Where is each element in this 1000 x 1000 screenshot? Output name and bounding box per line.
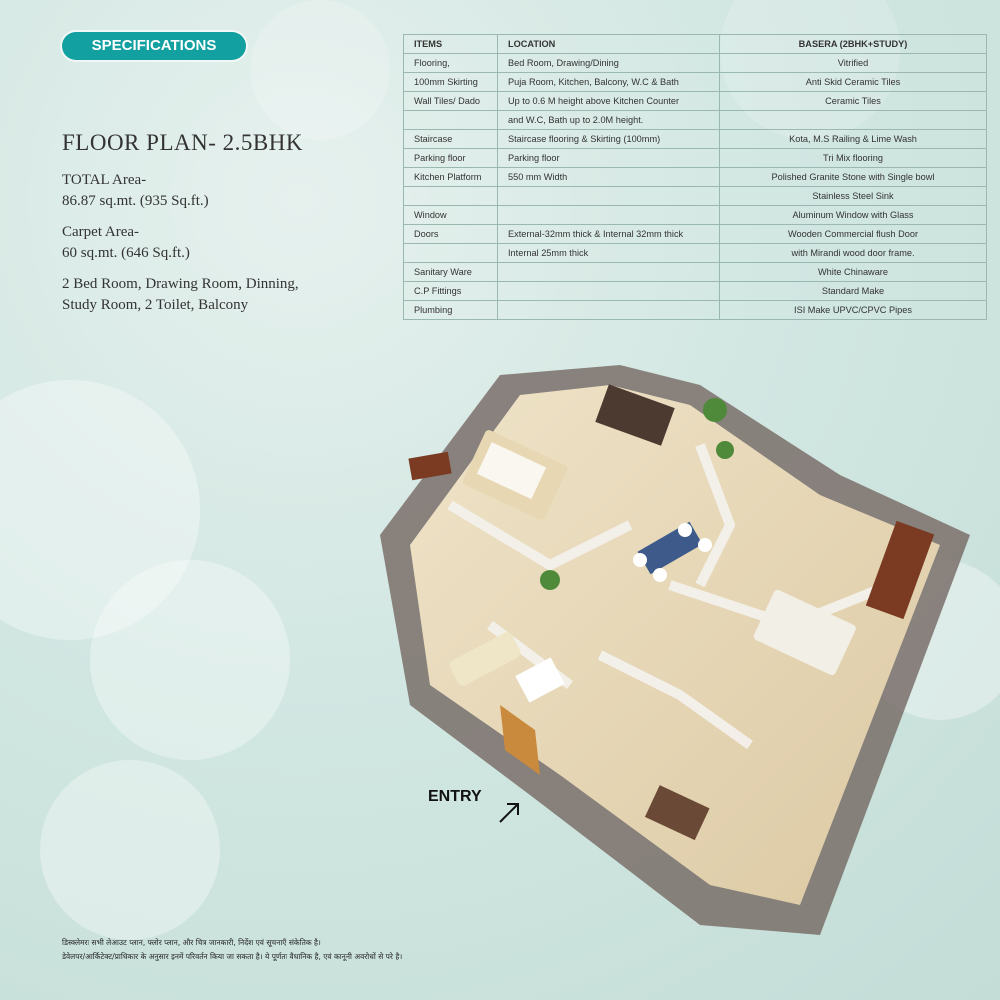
item-cell: Wall Tiles/ Dado [404, 92, 498, 111]
header-items: ITEMS [404, 35, 498, 54]
specification-cell: with Mirandi wood door frame. [720, 244, 987, 263]
table-row [404, 301, 987, 320]
location-cell [498, 282, 720, 301]
item-cell: Sanitary Ware [404, 263, 498, 282]
table-row [404, 54, 987, 73]
specification-cell: Wooden Commercial flush Door [720, 225, 987, 244]
disclaimer-line: डिस्क्लेमरः सभी लेआउट प्लान, फ्लोर प्लान, और चित्र जानकारी, निर्देश एवं सूचनाएँ संकेतिक है। [62, 938, 321, 947]
table-row [404, 92, 987, 111]
specifications-badge: SPECIFICATIONS [62, 32, 246, 60]
item-cell: 100mm Skirting [404, 73, 498, 92]
item-cell [404, 111, 498, 130]
location-cell [498, 206, 720, 225]
location-cell: Internal 25mm thick [498, 244, 720, 263]
item-cell: Kitchen Platform [404, 168, 498, 187]
disclaimer-line: डेवेलपर/आर्किटेक्ट/प्राधिकार के अनुसार इनमें परिवर्तन किया जा सकता है। ये पूर्णतः वैधानिक है, एवं कानूनी अवरोधों से परे है। [62, 952, 403, 961]
specification-cell: Tri Mix flooring [720, 149, 987, 168]
location-cell [498, 301, 720, 320]
item-cell: Doors [404, 225, 498, 244]
rooms-description: Study Room, 2 Toilet, Balcony [62, 297, 249, 313]
location-cell [498, 187, 720, 206]
item-cell: Parking floor [404, 149, 498, 168]
table-row [404, 225, 987, 244]
table-row [404, 244, 987, 263]
specification-cell: Kota, M.S Railing & Lime Wash [720, 130, 987, 149]
floor-plan-title: FLOOR PLAN- 2.5BHK [62, 130, 303, 155]
item-cell [404, 244, 498, 263]
bokeh-decoration [0, 380, 200, 640]
location-cell: Puja Room, Kitchen, Balcony, W.C & Bath [498, 73, 720, 92]
specification-cell: Aluminum Window with Glass [720, 206, 987, 225]
entry-arrow-icon [496, 800, 524, 826]
specifications-table [403, 34, 987, 320]
location-cell: Bed Room, Drawing/Dining [498, 54, 720, 73]
table-row [404, 206, 987, 225]
carpet-area-value: 60 sq.mt. (646 Sq.ft.) [62, 245, 190, 261]
location-cell: Up to 0.6 M height above Kitchen Counter [498, 92, 720, 111]
item-cell: Plumbing [404, 301, 498, 320]
table-row [404, 168, 987, 187]
item-cell: Window [404, 206, 498, 225]
specification-cell: Vitrified [720, 54, 987, 73]
specifications-table-body [404, 54, 987, 320]
specification-cell: Polished Granite Stone with Single bowl [720, 168, 987, 187]
isometric-floor-plan-illustration [370, 325, 990, 945]
specification-cell: Ceramic Tiles [720, 92, 987, 111]
disclaimer [62, 936, 662, 964]
location-cell: 550 mm Width [498, 168, 720, 187]
location-cell: Staircase flooring & Skirting (100mm) [498, 130, 720, 149]
location-cell: External-32mm thick & Internal 32mm thick [498, 225, 720, 244]
item-cell: C.P Fittings [404, 282, 498, 301]
table-row [404, 149, 987, 168]
entry-label: ENTRY [428, 788, 482, 805]
location-cell: Parking floor [498, 149, 720, 168]
specification-cell: Standard Make [720, 282, 987, 301]
specification-cell: ISI Make UPVC/CPVC Pipes [720, 301, 987, 320]
table-row [404, 282, 987, 301]
table-row [404, 263, 987, 282]
specification-cell: Anti Skid Ceramic Tiles [720, 73, 987, 92]
bokeh-decoration [90, 560, 290, 760]
table-row [404, 73, 987, 92]
table-row [404, 111, 987, 130]
total-area-value: 86.87 sq.mt. (935 Sq.ft.) [62, 193, 209, 209]
item-cell: Staircase [404, 130, 498, 149]
bokeh-decoration [250, 0, 390, 140]
table-header-row [404, 35, 987, 54]
header-basera: BASERA (2BHK+STUDY) [720, 35, 987, 54]
floor-plan-info [62, 130, 362, 316]
specification-cell: White Chinaware [720, 263, 987, 282]
specification-cell: Stainless Steel Sink [720, 187, 987, 206]
item-cell [404, 187, 498, 206]
specification-cell [720, 111, 987, 130]
header-location: LOCATION [498, 35, 720, 54]
bokeh-decoration [40, 760, 220, 940]
carpet-area-label: Carpet Area- [62, 224, 140, 240]
item-cell: Flooring, [404, 54, 498, 73]
total-area-label: TOTAL Area- [62, 172, 147, 188]
table-row [404, 130, 987, 149]
location-cell: and W.C, Bath up to 2.0M height. [498, 111, 720, 130]
location-cell [498, 263, 720, 282]
rooms-description: 2 Bed Room, Drawing Room, Dinning, [62, 276, 299, 292]
table-row [404, 187, 987, 206]
